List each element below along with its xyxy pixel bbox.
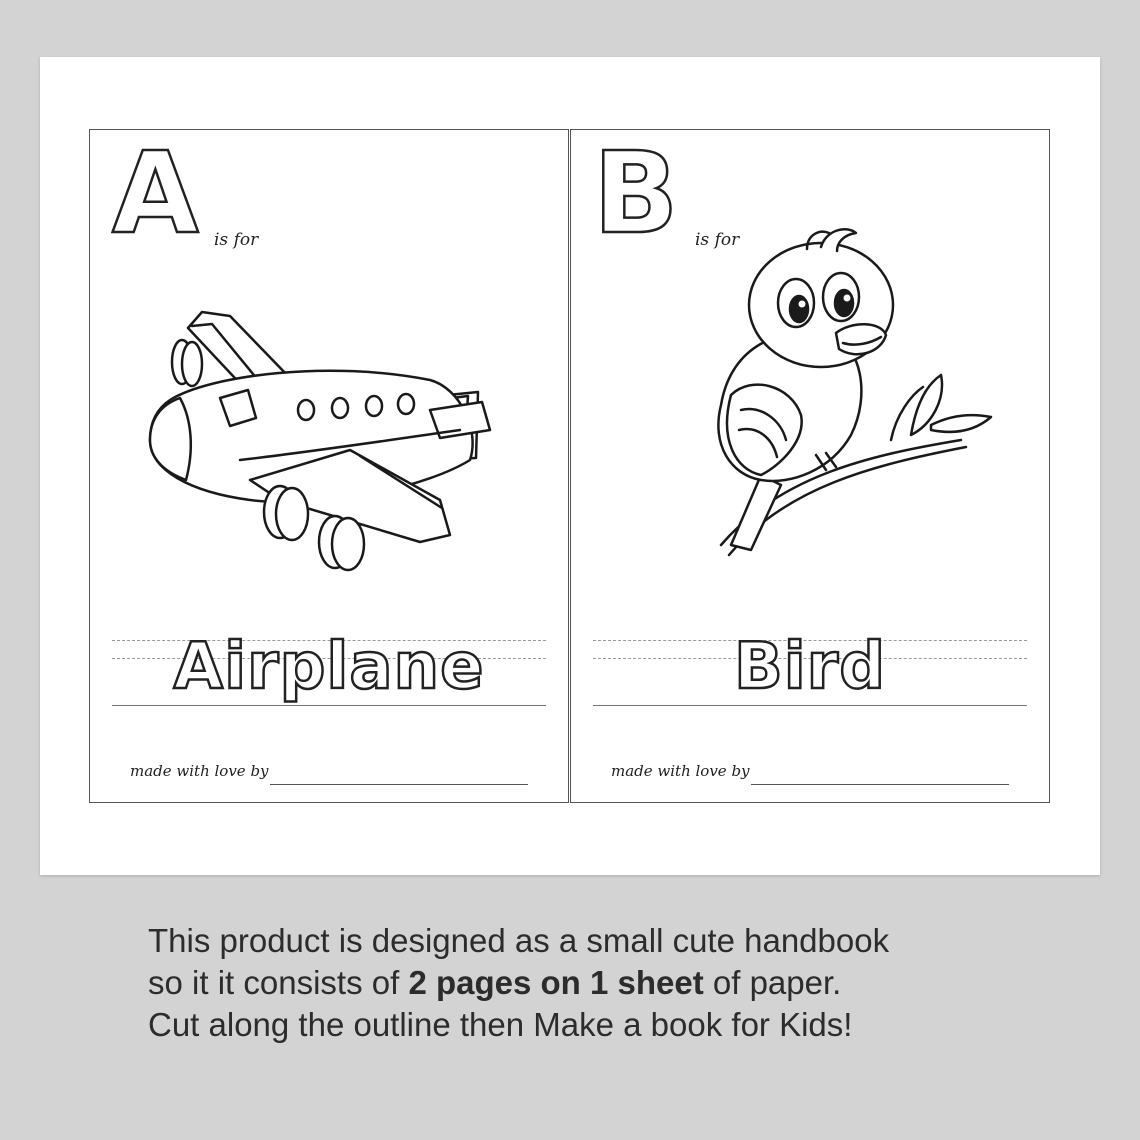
is-for-label: is for [214, 230, 259, 250]
signature-line [751, 784, 1009, 785]
guide-line-base [593, 705, 1027, 706]
printable-sheet [40, 57, 1100, 875]
bird-illustration [611, 180, 1011, 600]
coloring-page-b [570, 129, 1050, 803]
caption-line-2-end: of paper. [703, 963, 842, 1001]
airplane-illustration [130, 280, 530, 610]
big-letter-b: B [593, 129, 679, 259]
guide-line-base [112, 705, 546, 706]
signature-line [270, 784, 528, 785]
made-with-love-label: made with love by [130, 762, 269, 780]
big-letter-a: A [112, 129, 199, 259]
word-bird: Bird [733, 630, 887, 704]
word-airplane: Airplane [173, 630, 485, 704]
made-with-love-label: made with love by [611, 762, 750, 780]
caption-line-1: This product is designed as a small cute handbook [148, 922, 890, 959]
product-caption [148, 920, 1048, 1046]
caption-line-2-start: so it it consists of [148, 963, 409, 1001]
is-for-label: is for [695, 230, 740, 250]
caption-line-2 [148, 962, 1048, 1004]
caption-bold-highlight: 2 pages on 1 sheet [408, 963, 704, 1001]
coloring-page-a [89, 129, 569, 803]
caption-line-3: Cut along the outline then Make a book for Kids! [148, 1005, 853, 1043]
